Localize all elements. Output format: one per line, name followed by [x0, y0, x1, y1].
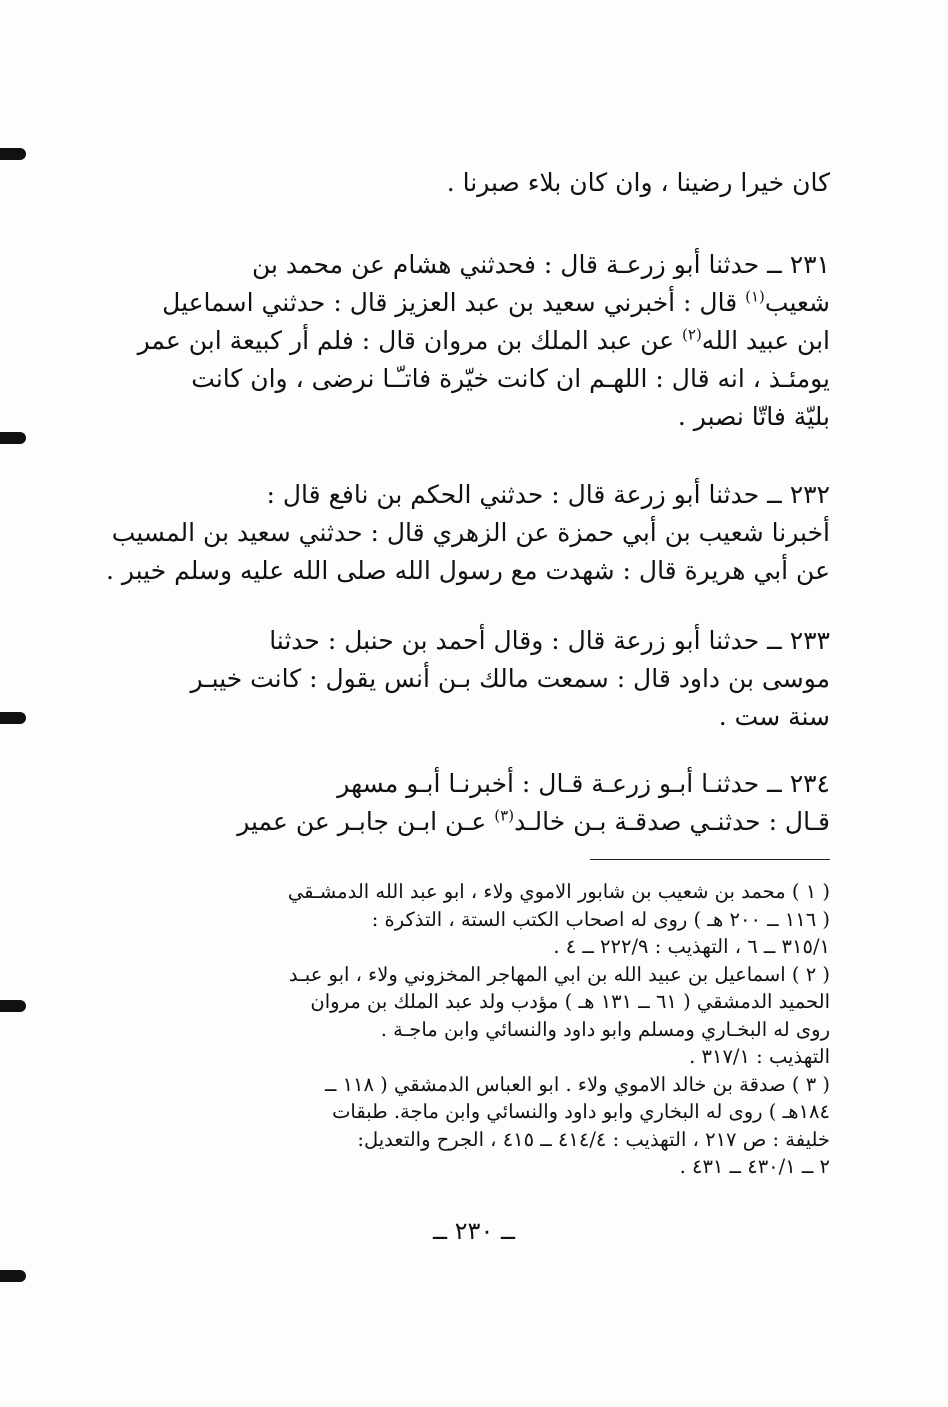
text-line: عن أبي هريرة قال : شهدت مع رسول الله صلى الله عليه وسلم خيبر .: [105, 556, 830, 585]
binding-mark: [0, 432, 26, 444]
footnotes: [178, 878, 830, 1181]
text-line: سنة ست .: [718, 702, 830, 731]
continuation-line: [178, 164, 830, 202]
hadith-234: [178, 765, 830, 841]
footnote-separator: [590, 859, 830, 860]
footnote-line: الحميد الدمشقي ( ٦١ ــ ١٣١ هـ ) مؤدب ولد عبد الملك بن مروان: [310, 990, 830, 1013]
footnote-marker: (٣): [494, 806, 515, 825]
text-line: أخبرنا شعيب بن أبي حمزة عن الزهري قال : حدثني سعيد بن المسيب: [111, 518, 830, 547]
hadith-231: [137, 246, 830, 436]
binding-mark: [0, 148, 26, 160]
footnote-marker: (٢): [682, 325, 702, 344]
footnote-line: ٣١٥/١ ــ ٦ ، التهذيب : ٢٢٢/٩ ــ ٤ .: [553, 935, 830, 958]
footnote-line: ٢ ــ ٤٣٠/١ ــ ٤٣١ .: [679, 1155, 830, 1178]
text-line: شعيب$^{(١)}$ قال : أخبرني سعيد بن عبد العزيز قال : حدثني اسماعيل: [162, 287, 830, 317]
text-line: ٢٣٤ ــ حدثنـا أبـو زرعـة قـال : أخبرنـا أبـو مسهر: [337, 769, 830, 798]
text-line: ابن عبيد الله$^{(٢)}$ عن عبد الملك بن مروان قال : فلم أر كبيعة ابن عمر: [137, 325, 830, 355]
text-line: موسى بن داود قال : سمعت مالك بـن أنس يقول : كانت خيبـر: [190, 664, 830, 693]
footnote-line: خليفة : ص ٢١٧ ، التهذيب : ٤١٤/٤ ــ ٤١٥ ، الجرح والتعديل:: [357, 1127, 830, 1151]
hadith-232: [105, 476, 830, 590]
hadith-233: [178, 622, 830, 736]
footnote-line: روى له البخـاري ومسلم وابو داود والنسائي وابن ماجـة .: [380, 1017, 830, 1041]
footnote-line: ( ٣ ) صدقة بن خالد الاموي ولاء . ابو العباس الدمشقي ( ١١٨ ــ: [324, 1072, 830, 1096]
binding-mark: [0, 1270, 26, 1282]
text-line: قـال : حدثنـي صدقـة بـن خالـد$^{(٣)}$ عـن ابـن جابـر عن عمير: [237, 806, 830, 836]
text-line: ٢٣٢ ــ حدثنا أبو زرعة قال : حدثني الحكم بن نافع قال :: [266, 480, 830, 509]
footnote-line: ١٨٤هـ ) روى له البخاري وابو داود والنسائي وابن ماجة. طبقات: [332, 1100, 830, 1123]
binding-mark: [0, 712, 26, 724]
text-line: ٢٣١ ــ حدثنا أبو زرعـة قال : فحدثني هشام عن محمد بن: [252, 250, 830, 279]
footnote-line: ( ٢ ) اسماعيل بن عبيد الله بن ابي المهاجر المخزوني ولاء ، ابو عبـد: [288, 962, 830, 986]
page-number: ــ ٢٣٠ ــ: [432, 1217, 516, 1245]
footnote-line: ( ١ ) محمد بن شعيب بن شابور الاموي ولاء ، ابو عبد الله الدمشـقي: [287, 880, 830, 903]
text-line: ٢٣٣ ــ حدثنا أبو زرعة قال : وقال أحمد بن حنبل : حدثنا: [269, 626, 830, 655]
binding-mark: [0, 1000, 26, 1012]
footnote-line: التهذيب : ٣١٧/١ .: [689, 1045, 830, 1068]
text-line: يومئـذ ، انه قال : اللهـم ان كانت خيّرة فاتـّـا نرضى ، وان كانت: [191, 364, 830, 393]
text-line: كان خيرا رضينا ، وان كان بلاء صبرنا .: [446, 168, 830, 197]
footnote-line: ( ١١٦ ــ ٢٠٠ هـ ) روى له اصحاب الكتب الستة ، التذكرة :: [371, 907, 830, 931]
text-line: بليّة فاتّا نصبر .: [677, 402, 830, 431]
footnote-marker: (١): [745, 287, 765, 306]
